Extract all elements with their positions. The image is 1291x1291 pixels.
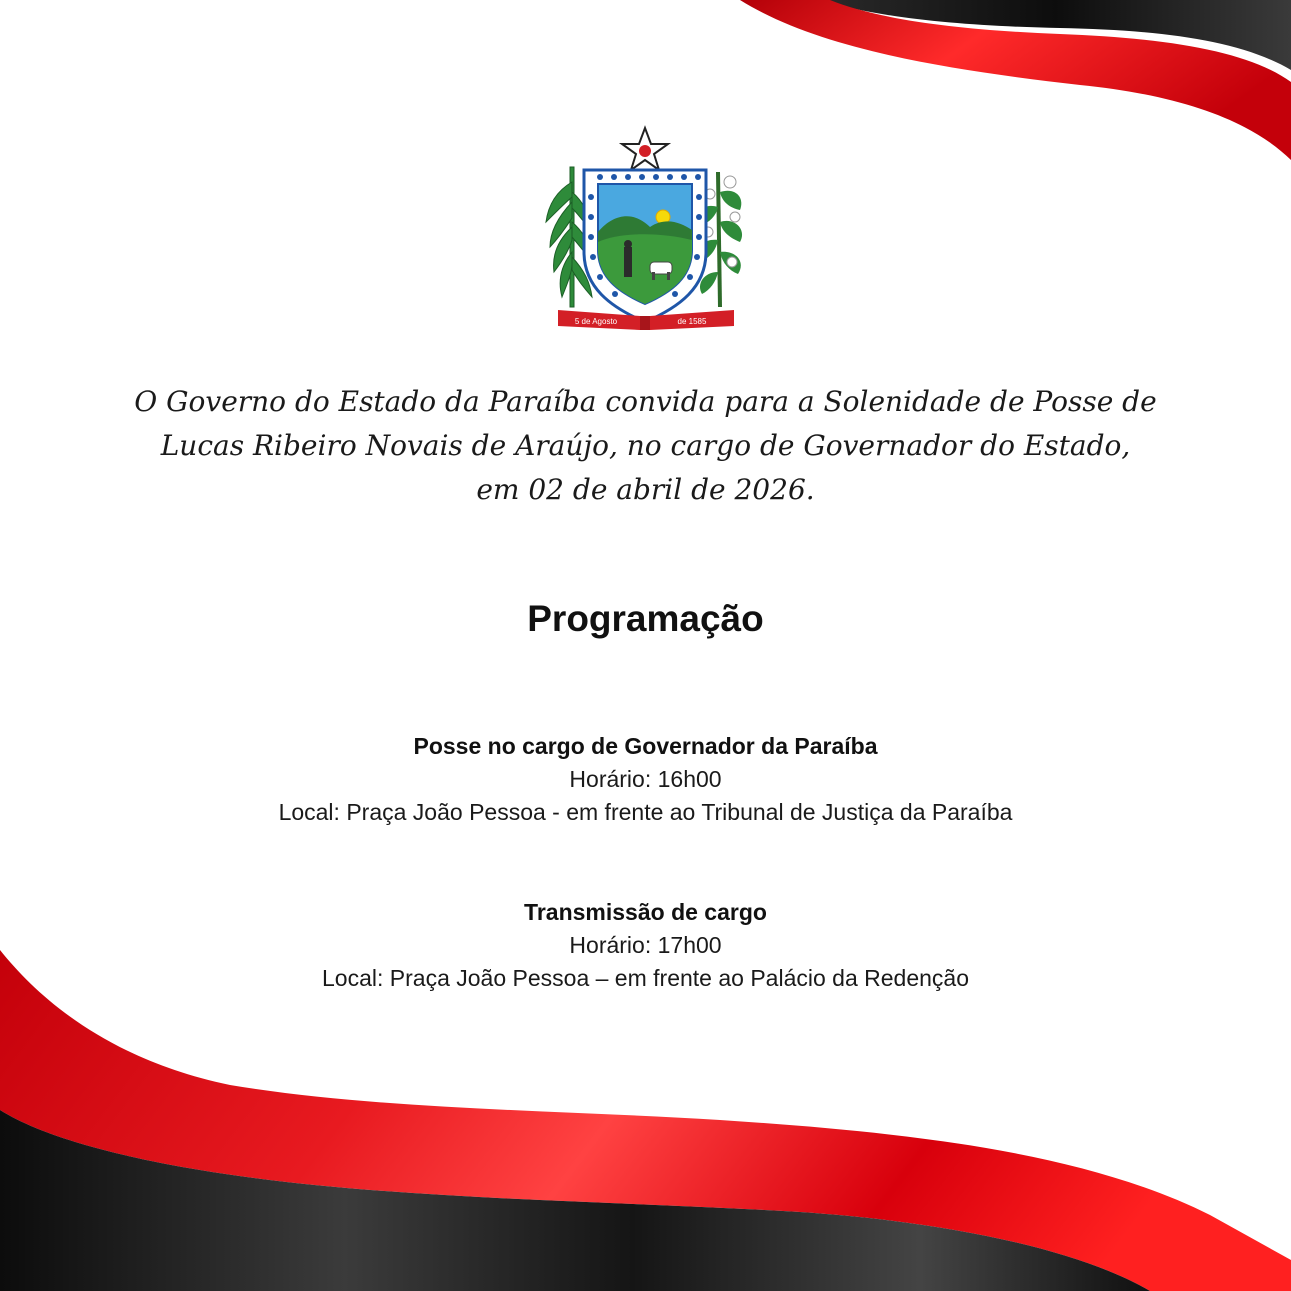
invitation-line-2: Lucas Ribeiro Novais de Araújo, no cargo de Governador do Estado, [160,429,1131,462]
crest-banner-left-text: 5 de Agosto [574,317,618,326]
event-item [0,730,1291,829]
invitation-line-1: O Governo do Estado da Paraíba convida para a Solenidade de Posse de [134,385,1157,418]
crest-banner-right-text: de 1585 [677,317,707,326]
invitation-text [100,380,1191,512]
coat-of-arms-emblem [540,122,750,338]
programacao-heading: Programação [527,598,764,639]
event-time: Horário: 16h00 [569,766,722,792]
event-title: Posse no cargo de Governador da Paraíba [413,733,878,759]
event-item [0,896,1291,995]
event-location: Local: Praça João Pessoa – em frente ao Palácio da Redenção [322,965,969,991]
event-title: Transmissão de cargo [524,899,767,925]
invitation-line-3: em 02 de abril de 2026. [476,473,815,506]
event-time: Horário: 17h00 [569,932,722,958]
event-location: Local: Praça João Pessoa - em frente ao Tribunal de Justiça da Paraíba [278,799,1013,825]
